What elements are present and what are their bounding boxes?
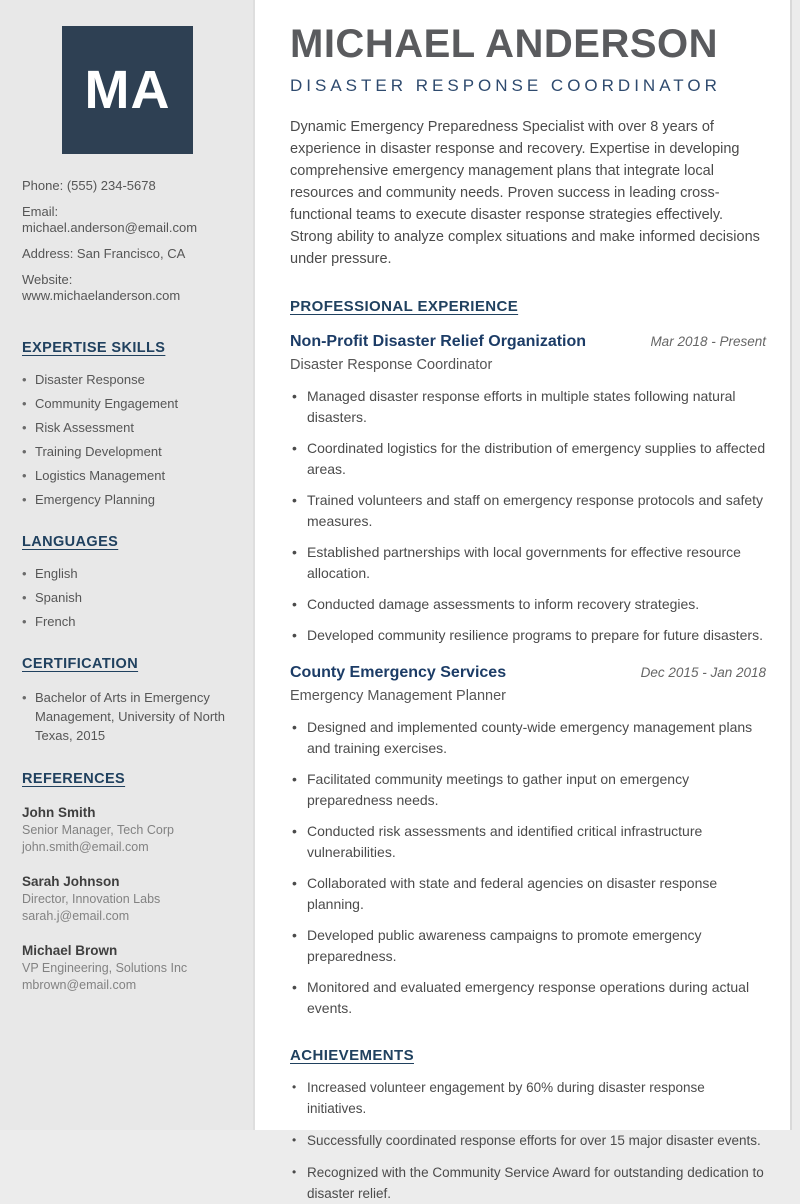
experience-dates: Dec 2015 - Jan 2018 xyxy=(640,665,766,680)
experience-dates: Mar 2018 - Present xyxy=(650,334,766,349)
reference-entry xyxy=(22,804,233,856)
contact-address: Address: San Francisco, CA xyxy=(22,246,186,261)
skill-item: • Risk Assessment xyxy=(22,420,233,436)
experience-bullet: • Designed and implemented county-wide emergency management plans and training exercises. xyxy=(290,717,766,759)
reference-email: john.smith@email.com xyxy=(22,840,149,854)
experience-organization: County Emergency Services xyxy=(290,664,507,681)
skills-list xyxy=(22,372,233,508)
skill-item: • Disaster Response xyxy=(22,372,233,388)
experience-bullet: • Conducted risk assessments and identified critical infrastructure vulnerabilities. xyxy=(290,821,766,863)
experience-role: Disaster Response Coordinator xyxy=(290,357,493,373)
skill-item: • Emergency Planning xyxy=(22,492,233,508)
experience-bullet: • Developed public awareness campaigns to promote emergency preparedness. xyxy=(290,925,766,967)
skill-item: • Community Engagement xyxy=(22,396,233,412)
experience-entry xyxy=(290,664,766,1019)
experience-bullet: • Managed disaster response efforts in multiple states following natural disasters. xyxy=(290,386,766,428)
experience-organization: Non-Profit Disaster Relief Organization xyxy=(290,333,587,350)
experience-bullet: • Coordinated logistics for the distribution of emergency supplies to affected areas. xyxy=(290,438,766,480)
contact-email: Email: michael.anderson@email.com xyxy=(22,204,198,235)
language-item: • English xyxy=(22,566,233,582)
candidate-name: MICHAEL ANDERSON xyxy=(290,22,719,66)
section-title-achievements: ACHIEVEMENTS xyxy=(290,1047,414,1064)
experience-header xyxy=(290,333,766,351)
experience-bullets xyxy=(290,386,766,646)
experience-header xyxy=(290,664,766,682)
section-title-references: REFERENCES xyxy=(22,771,126,787)
section-title-professional-experience: PROFESSIONAL EXPERIENCE xyxy=(290,298,519,315)
reference-role: Senior Manager, Tech Corp xyxy=(22,823,174,837)
certification-list xyxy=(22,688,233,745)
experience-bullet: • Monitored and evaluated emergency response operations during actual events. xyxy=(290,977,766,1019)
section-title-certification: CERTIFICATION xyxy=(22,656,139,672)
reference-name: Michael Brown xyxy=(22,943,118,958)
reference-email: sarah.j@email.com xyxy=(22,909,130,923)
languages-list xyxy=(22,566,233,630)
achievement-bullet: • Successfully coordinated response efforts for over 15 major disaster events. xyxy=(290,1130,766,1151)
experience-bullets xyxy=(290,717,766,1019)
section-title-languages: LANGUAGES xyxy=(22,534,119,550)
reference-name: John Smith xyxy=(22,805,96,820)
experience-bullet: • Developed community resilience programs to prepare for future disasters. xyxy=(290,625,766,646)
reference-entry xyxy=(22,942,233,994)
reference-role: Director, Innovation Labs xyxy=(22,892,161,906)
experience-bullet: • Established partnerships with local governments for effective resource allocation. xyxy=(290,542,766,584)
skill-item: • Logistics Management xyxy=(22,468,233,484)
language-item: • Spanish xyxy=(22,590,233,606)
contact-block xyxy=(22,178,233,304)
reference-name: Sarah Johnson xyxy=(22,874,120,889)
experience-entry xyxy=(290,333,766,646)
experience-bullet: • Facilitated community meetings to gather input on emergency preparedness needs. xyxy=(290,769,766,811)
achievements-list xyxy=(290,1077,766,1204)
sidebar xyxy=(0,0,255,1130)
experience-role: Emergency Management Planner xyxy=(290,688,507,704)
reference-entry xyxy=(22,873,233,925)
experience-bullet: • Trained volunteers and staff on emergency response protocols and safety measures. xyxy=(290,490,766,532)
contact-phone: Phone: (555) 234-5678 xyxy=(22,178,156,193)
avatar xyxy=(62,26,193,154)
experience-bullet: • Collaborated with state and federal agencies on disaster response planning. xyxy=(290,873,766,915)
experience-bullet: • Conducted damage assessments to inform recovery strategies. xyxy=(290,594,766,615)
achievement-bullet: • Recognized with the Community Service Award for outstanding dedication to disaster relief. xyxy=(290,1162,766,1204)
achievement-bullet: • Increased volunteer engagement by 60% during disaster response initiatives. xyxy=(290,1077,766,1119)
contact-website: Website: www.michaelanderson.com xyxy=(22,272,181,303)
section-title-expertise-skills: EXPERTISE SKILLS xyxy=(22,340,166,356)
language-item: • French xyxy=(22,614,233,630)
skill-item: • Training Development xyxy=(22,444,233,460)
avatar-initials: MA xyxy=(84,60,171,120)
resume-main xyxy=(255,0,790,1201)
summary-paragraph: Dynamic Emergency Preparedness Specialist with over 8 years of experience in disaster response and recovery. Expertise in developing comprehensive emergency management plans that integrate local resources and community needs. Proven success in leading cross-functional teams to execute disaster response strategies effectively. Strong ability to analyze complex situations and make informed decisions under pressure. xyxy=(290,119,760,267)
reference-role: VP Engineering, Solutions Inc xyxy=(22,961,188,975)
reference-email: mbrown@email.com xyxy=(22,978,137,992)
certification-item: • Bachelor of Arts in Emergency Management, University of North Texas, 2015 xyxy=(22,688,233,745)
candidate-job-title: DISASTER RESPONSE COORDINATOR xyxy=(290,76,721,95)
